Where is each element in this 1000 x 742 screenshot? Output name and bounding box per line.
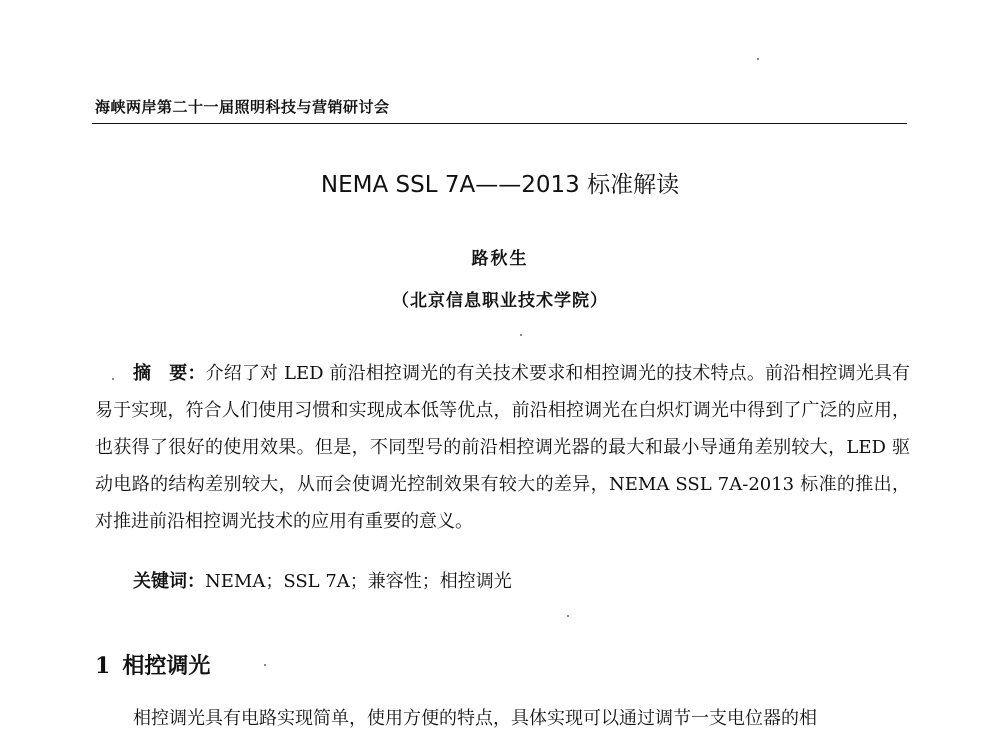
scan-speck	[520, 334, 522, 336]
scan-speck	[757, 58, 759, 60]
section-heading	[95, 649, 210, 680]
abstract-text: 介绍了对 LED 前沿相控调光的有关技术要求和相控调光的技术特点。前沿相控调光具有易于实现，符合人们使用习惯和实现成本低等优点，前沿相控调光在白炽灯调光中得到了广泛的应用，也获得了很好的使用效果。但是，不同型号的前沿相控调光器的最大和最小导通角差别较大，LED 驱动电路的结构差别较大，从而会使调光控制效果有较大的差异，NEMA SSL 7A-2013 标准的推出，对推进前沿相控调光技术的应用有重要的意义。	[95, 363, 911, 532]
author-affiliation: （北京信息职业技术学院）	[392, 291, 608, 311]
scan-speck	[264, 664, 266, 666]
section-number: 1	[95, 653, 111, 679]
paper-title: NEMA SSL 7A——2013 标准解读	[320, 172, 680, 198]
keywords-text: NEMA；SSL 7A；兼容性；相控调光	[205, 571, 512, 592]
header-rule	[92, 123, 907, 124]
running-header: 海峡两岸第二十一届照明科技与营销研讨会	[95, 98, 390, 116]
section-body-text: 相控调光具有电路实现简单，使用方便的特点，具体实现可以通过调节一支电位器的相	[133, 708, 817, 729]
scan-speck	[567, 615, 569, 617]
abstract-label: 摘 要：	[133, 363, 206, 384]
abstract	[95, 355, 910, 540]
keywords-label: 关键词：	[133, 571, 205, 592]
keywords	[133, 563, 512, 600]
author-name: 路秋生	[471, 249, 529, 269]
section-title: 相控调光	[122, 654, 211, 679]
scan-speck	[112, 378, 114, 380]
